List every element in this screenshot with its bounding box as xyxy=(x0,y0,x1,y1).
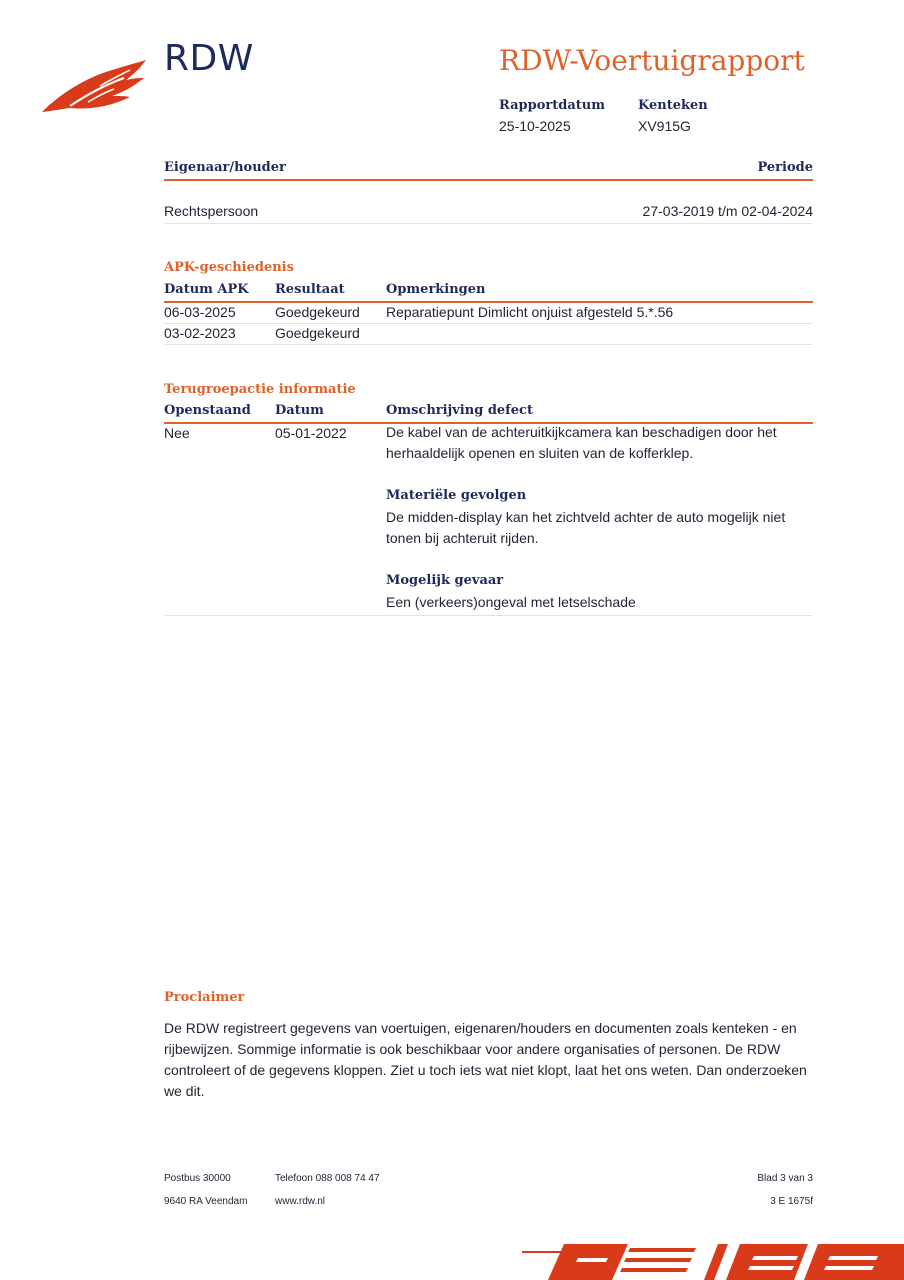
apk-section-title: APK-geschiedenis xyxy=(164,260,294,275)
apk-col-resultaat: Resultaat xyxy=(275,282,345,297)
period-value: 27-03-2019 t/m 02-04-2024 xyxy=(642,203,813,219)
rdw-logo-text: RDW xyxy=(164,38,254,79)
proclaimer-line-3: controleert of de gegevens kloppen. Ziet u toch iets wat niet klopt, laat het ons weten. Dan onderzoeken xyxy=(164,1062,807,1078)
apk-row-1-rule xyxy=(164,323,813,324)
apk-row-1-opmerkingen: Reparatiepunt Dimlicht onjuist afgesteld 5.*.56 xyxy=(386,304,674,320)
proclaimer-line-2: rijbewijzen. Sommige informatie is ook beschikbaar voor andere organisaties of personen. De RDW xyxy=(164,1041,781,1057)
rapportdatum-label: Rapportdatum xyxy=(499,98,605,113)
apk-row-1-resultaat: Goedgekeurd xyxy=(275,304,360,320)
recall-defect-line-1: De kabel van de achteruitkijkcamera kan beschadigen door het xyxy=(386,424,777,440)
eigenaar-header: Eigenaar/houder xyxy=(164,160,286,175)
recall-openstaand-value: Nee xyxy=(164,425,190,441)
kenteken-label: Kenteken xyxy=(638,98,708,113)
recall-row-rule xyxy=(164,615,813,616)
footer-postbus: Postbus 30000 xyxy=(164,1173,231,1184)
proclaimer-title: Proclaimer xyxy=(164,990,245,1005)
kenteken-value: XV915G xyxy=(638,118,691,134)
rapportdatum-value: 25-10-2025 xyxy=(499,118,571,134)
gevolgen-title: Materiële gevolgen xyxy=(386,488,527,503)
apk-row-2-resultaat: Goedgekeurd xyxy=(275,325,360,341)
footer-website[interactable]: www.rdw.nl xyxy=(275,1196,326,1207)
gevolgen-line-2: tonen bij achteruit rijden. xyxy=(386,530,539,546)
recall-col-datum: Datum xyxy=(275,403,324,418)
periode-header: Periode xyxy=(757,160,813,175)
apk-row-2-rule xyxy=(164,344,813,345)
footer-blad: Blad 3 van 3 xyxy=(757,1173,813,1184)
recall-datum-value: 05-01-2022 xyxy=(275,425,347,441)
proclaimer-line-4: we dit. xyxy=(164,1083,205,1099)
gevaar-title: Mogelijk gevaar xyxy=(386,573,504,588)
apk-col-datum: Datum APK xyxy=(164,282,249,297)
apk-row-2-datum: 03-02-2023 xyxy=(164,325,236,341)
gevaar-line-1: Een (verkeers)ongeval met letselschade xyxy=(386,594,636,610)
rdw-stripes-icon xyxy=(518,1244,904,1280)
rdw-feather-icon xyxy=(40,56,150,116)
owner-value: Rechtspersoon xyxy=(164,203,259,219)
proclaimer-line-1: De RDW registreert gegevens van voertuigen, eigenaren/houders en documenten zoals kenteken - en xyxy=(164,1020,797,1036)
footer-adres: 9640 RA Veendam xyxy=(164,1196,248,1207)
apk-row-1-datum: 06-03-2025 xyxy=(164,304,236,320)
footer-telefoon: Telefoon 088 008 74 47 xyxy=(275,1173,380,1184)
gevolgen-line-1: De midden-display kan het zichtveld achter de auto mogelijk niet xyxy=(386,509,786,525)
eigenaar-header-rule xyxy=(164,179,813,181)
recall-section-title: Terugroepactie informatie xyxy=(164,382,356,397)
recall-col-omschrijving: Omschrijving defect xyxy=(386,403,533,418)
apk-col-opmerkingen: Opmerkingen xyxy=(386,282,486,297)
eigenaar-row-rule xyxy=(164,223,813,224)
report-title: RDW-Voertuigrapport xyxy=(499,44,805,77)
recall-defect-line-2: herhaaldelijk openen en sluiten van de kofferklep. xyxy=(386,445,694,461)
recall-col-openstaand: Openstaand xyxy=(164,403,251,418)
footer-code: 3 E 1675f xyxy=(770,1196,813,1207)
apk-header-rule xyxy=(164,301,813,303)
